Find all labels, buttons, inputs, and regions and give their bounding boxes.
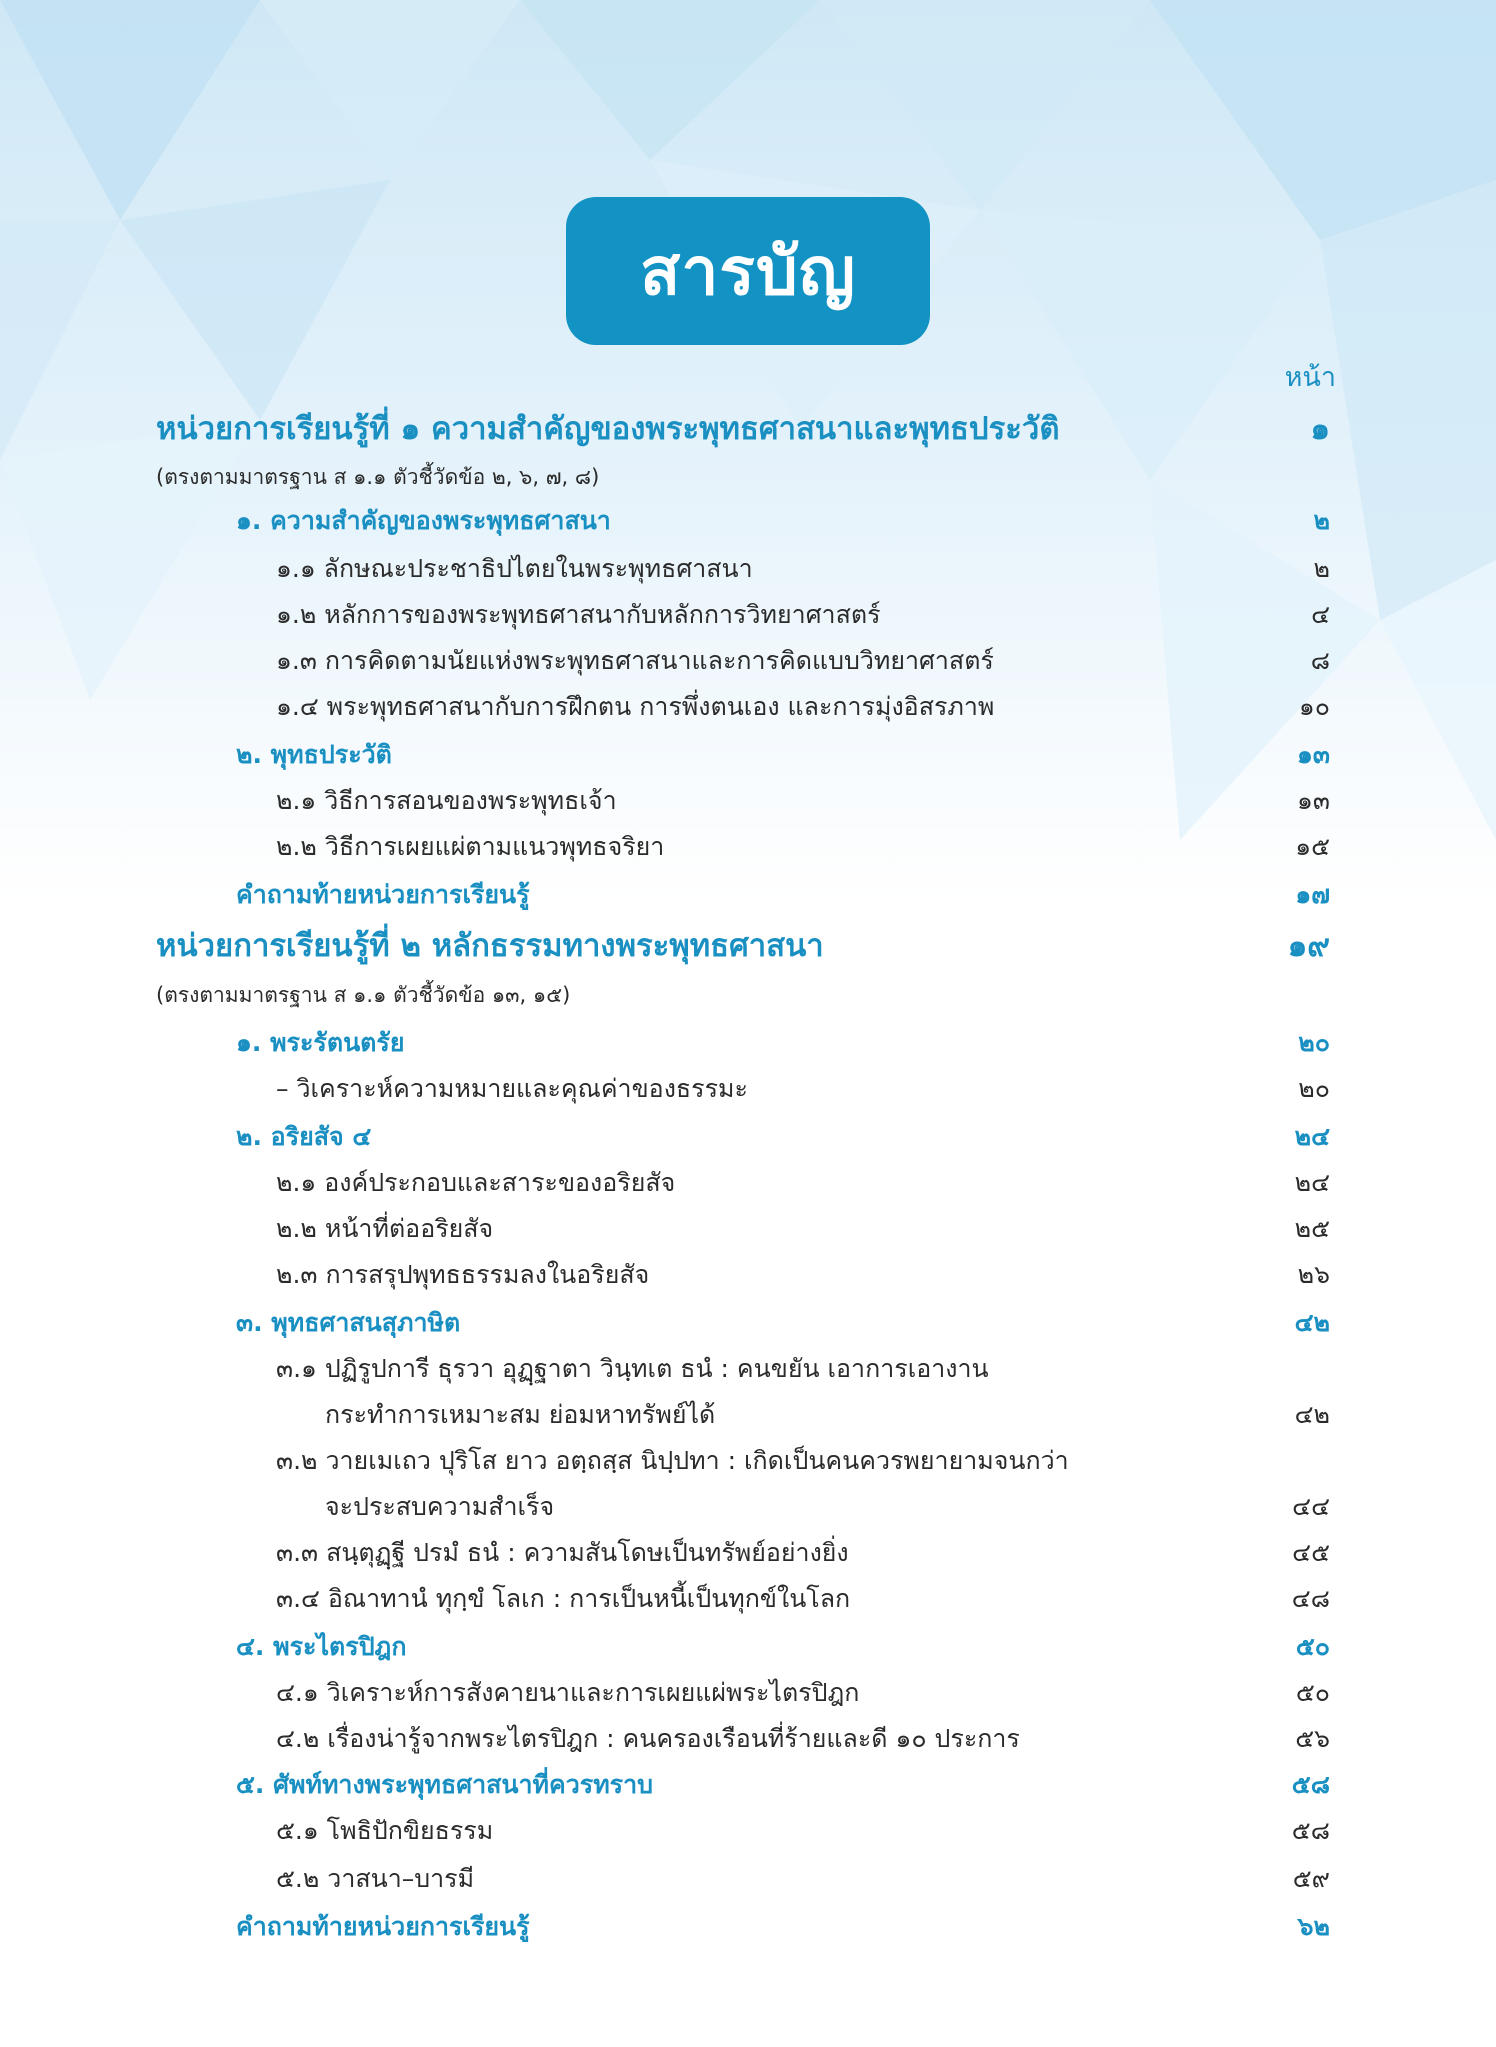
toc-entry (0, 1252, 1496, 1298)
toc-entry (0, 546, 1496, 592)
toc-entry (0, 1670, 1496, 1716)
toc-entry (0, 1392, 1496, 1438)
toc-entry-page: ๔๒ (1294, 1308, 1330, 1337)
toc-entry-text: หน่วยการเรียนรู้ที่ ๒ หลักธรรมทางพระพุทธศาสนา (156, 928, 824, 964)
toc-entry-page: ๑๓ (1297, 786, 1330, 815)
toc-entry-text: ๕.๒ วาสนา–บารมี (276, 1864, 475, 1893)
toc-entry-page: ๔ (1311, 600, 1330, 629)
toc-entry-text: ๒.๑ องค์ประกอบและสาระของอริยสัจ (276, 1168, 676, 1197)
toc-entry-page: ๑๓ (1297, 740, 1330, 769)
toc-entry (0, 1808, 1496, 1854)
toc-entry-text: คำถามท้ายหน่วยการเรียนรู้ (236, 1912, 530, 1941)
toc-entry-text: ๕. ศัพท์ทางพระพุทธศาสนาที่ควรทราบ (236, 1770, 654, 1799)
toc-entry-page: ๒๔ (1294, 1168, 1330, 1197)
toc-entry (0, 972, 1496, 1018)
toc-entry-text: ๓.๑ ปฏิรูปการี ธุรวา อุฏฺฐาตา วินฺทเต ธนํ : คนขยัน เอาการเอางาน (276, 1354, 989, 1383)
toc-entry-text: – วิเคราะห์ความหมายและคุณค่าของธรรมะ (276, 1074, 748, 1103)
toc-entry (0, 732, 1496, 778)
toc-entry (0, 1856, 1496, 1902)
toc-entry-page: ๒ (1313, 506, 1330, 535)
toc-entry-text: (ตรงตามมาตรฐาน ส ๑.๑ ตัวชี้วัดข้อ ๒, ๖, ๗, ๘) (156, 464, 600, 489)
toc-entry-text: ๒.๓ การสรุปพุทธธรรมลงในอริยสัจ (276, 1260, 650, 1289)
toc-entry-text: ๒. พุทธประวัติ (236, 740, 392, 769)
toc-entry-text: ๑.๒ หลักการของพระพุทธศาสนากับหลักการวิทยาศาสตร์ (276, 600, 881, 629)
toc-entry (0, 498, 1496, 544)
toc-entry (0, 1114, 1496, 1160)
toc-entry-page: ๒๕ (1294, 1214, 1330, 1243)
page-column-label: หน้า (1284, 362, 1336, 393)
toc-entry (0, 638, 1496, 684)
toc-entry-page: ๕๖ (1295, 1724, 1330, 1753)
toc-entry (0, 1020, 1496, 1066)
toc-entry (0, 1206, 1496, 1252)
toc-entry-text: ๑. พระรัตนตรัย (236, 1028, 405, 1057)
toc-entry (0, 824, 1496, 870)
toc-title: สารบัญ (640, 232, 856, 310)
toc-entry-text: ๒.๒ วิธีการเผยแผ่ตามแนวพุทธจริยา (276, 832, 665, 861)
toc-entry (0, 872, 1496, 918)
toc-entry-text: ๑. ความสำคัญของพระพุทธศาสนา (236, 506, 611, 535)
toc-entry-text: กระทำการเหมาะสม ย่อมหาทรัพย์ได้ (325, 1400, 716, 1429)
toc-entry-page: ๑๙ (1287, 928, 1330, 964)
toc-entry-text: ๑.๑ ลักษณะประชาธิปไตยในพระพุทธศาสนา (276, 554, 753, 583)
toc-entry-page: ๒๐ (1298, 1028, 1330, 1057)
toc-entry (0, 1346, 1496, 1392)
toc-entry-page: ๖๒ (1297, 1912, 1330, 1941)
toc-entry (0, 1300, 1496, 1346)
toc-entry (0, 405, 1496, 451)
toc-entry-text: ๒.๒ หน้าที่ต่ออริยสัจ (276, 1214, 494, 1243)
toc-entry-text: ๓.๓ สนฺตุฏฺฐี ปรมํ ธนํ : ความสันโดษเป็นทรัพย์อย่างยิ่ง (276, 1538, 849, 1567)
toc-entry-page: ๑๗ (1295, 880, 1330, 909)
toc-entry (0, 1762, 1496, 1808)
toc-entry-text: ๓. พุทธศาสนสุภาษิต (236, 1308, 461, 1337)
toc-entry-text: (ตรงตามมาตรฐาน ส ๑.๑ ตัวชี้วัดข้อ ๑๓, ๑๕) (156, 982, 571, 1007)
toc-entry (0, 1484, 1496, 1530)
toc-entry-text: ๑.๓ การคิดตามนัยแห่งพระพุทธศาสนาและการคิดแบบวิทยาศาสตร์ (276, 646, 994, 675)
toc-entry-page: ๑๕ (1295, 832, 1330, 861)
toc-entry-text: ๓.๔ อิณาทานํ ทุกฺขํ โลเก : การเป็นหนี้เป็นทุกข์ในโลก (276, 1584, 851, 1613)
toc-entry (0, 684, 1496, 730)
toc-entry-page: ๕๘ (1291, 1816, 1330, 1845)
toc-entry-page: ๒๖ (1297, 1260, 1330, 1289)
toc-entry (0, 1160, 1496, 1206)
toc-entry-text: ๔.๒ เรื่องน่ารู้จากพระไตรปิฎก : คนครองเรือนที่ร้ายและดี ๑๐ ประการ (276, 1724, 1020, 1753)
toc-entry-text: ๓.๒ วายเมเถว ปุริโส ยาว อตฺถสฺส นิปฺปทา : เกิดเป็นคนควรพยายามจนกว่า (276, 1446, 1069, 1475)
toc-entry-text: ๔. พระไตรปิฎก (236, 1632, 407, 1661)
toc-entry (0, 592, 1496, 638)
toc-entry-text: หน่วยการเรียนรู้ที่ ๑ ความสำคัญของพระพุทธศาสนาและพุทธประวัติ (156, 411, 1060, 447)
toc-entry-page: ๒๐ (1298, 1074, 1330, 1103)
toc-entry-page: ๔๔ (1292, 1492, 1330, 1521)
toc-entry-text: ๔.๑ วิเคราะห์การสังคายนาและการเผยแผ่พระไตรปิฎก (276, 1678, 860, 1707)
toc-entry-page: ๕๐ (1295, 1678, 1330, 1707)
toc-entry-text: จะประสบความสำเร็จ (325, 1492, 555, 1521)
toc-entry-text: ๒.๑ วิธีการสอนของพระพุทธเจ้า (276, 786, 617, 815)
toc-entry-page: ๒ (1313, 554, 1330, 583)
toc-entry (0, 1438, 1496, 1484)
toc-entry-page: ๕๙ (1292, 1864, 1330, 1893)
toc-entry-page: ๔๒ (1294, 1400, 1330, 1429)
toc-entry (0, 1576, 1496, 1622)
toc-entry-page: ๕๘ (1291, 1770, 1330, 1799)
toc-entry-text: ๒. อริยสัจ ๔ (236, 1122, 372, 1151)
toc-entry (0, 778, 1496, 824)
toc-entry-page: ๑ (1310, 411, 1330, 447)
toc-title-box (566, 197, 930, 345)
toc-entry-page: ๔๕ (1292, 1538, 1330, 1567)
toc-entry-page: ๕๐ (1295, 1632, 1330, 1661)
toc-entry (0, 922, 1496, 968)
toc-entry (0, 1066, 1496, 1112)
toc-entry (0, 454, 1496, 500)
toc-entry (0, 1530, 1496, 1576)
toc-entry-page: ๑๐ (1298, 692, 1330, 721)
toc-entry-text: คำถามท้ายหน่วยการเรียนรู้ (236, 880, 530, 909)
toc-entry (0, 1904, 1496, 1950)
toc-entry-text: ๑.๔ พระพุทธศาสนากับการฝึกตน การพึ่งตนเอง และการมุ่งอิสรภาพ (276, 692, 995, 721)
toc-entry (0, 1624, 1496, 1670)
toc-entry-text: ๕.๑ โพธิปักขิยธรรม (276, 1816, 494, 1845)
toc-entry (0, 1716, 1496, 1762)
toc-entry-page: ๔๘ (1291, 1584, 1330, 1613)
toc-entry-page: ๘ (1310, 646, 1330, 675)
toc-entry-page: ๒๔ (1294, 1122, 1330, 1151)
